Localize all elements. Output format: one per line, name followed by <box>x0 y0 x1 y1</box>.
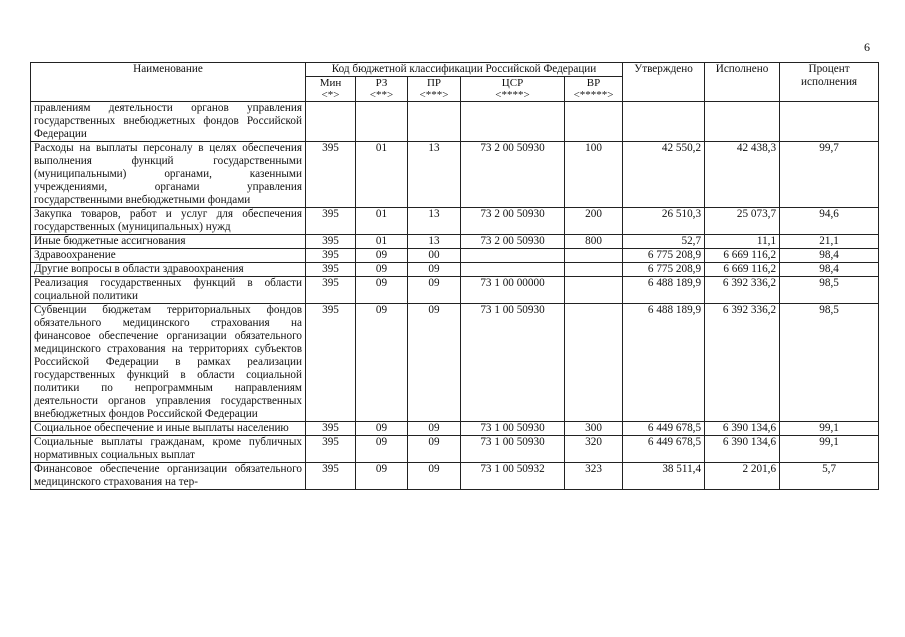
row-percent <box>780 102 879 142</box>
row-executed: 6 392 336,2 <box>705 304 780 422</box>
row-executed: 6 390 134,6 <box>705 436 780 463</box>
row-vr: 100 <box>565 142 623 208</box>
row-rz: 09 <box>356 304 408 422</box>
row-pr <box>408 102 461 142</box>
row-vr: 300 <box>565 422 623 436</box>
row-approved: 6 449 678,5 <box>623 422 705 436</box>
table-row <box>31 142 879 208</box>
row-name: Другие вопросы в области здравоохранения <box>31 263 306 277</box>
row-pr: 09 <box>408 277 461 304</box>
table-row <box>31 304 879 422</box>
row-percent: 99,7 <box>780 142 879 208</box>
row-rz: 01 <box>356 208 408 235</box>
header-executed: Исполнено <box>705 63 780 102</box>
row-name: Финансовое обеспечение организации обязательного медицинского страхования на тер- <box>31 463 306 490</box>
row-pr: 13 <box>408 142 461 208</box>
header-percent: Процент исполнения <box>780 63 879 102</box>
row-rz: 09 <box>356 277 408 304</box>
row-executed: 42 438,3 <box>705 142 780 208</box>
row-name: Реализация государственных функций в области социальной политики <box>31 277 306 304</box>
row-vr <box>565 277 623 304</box>
row-min: 395 <box>306 263 356 277</box>
row-rz: 09 <box>356 463 408 490</box>
row-min: 395 <box>306 304 356 422</box>
row-percent: 98,4 <box>780 249 879 263</box>
row-csr <box>461 102 565 142</box>
row-min: 395 <box>306 277 356 304</box>
row-csr: 73 2 00 50930 <box>461 142 565 208</box>
row-name: Социальное обеспечение и иные выплаты населению <box>31 422 306 436</box>
row-approved: 6 449 678,5 <box>623 436 705 463</box>
row-rz: 01 <box>356 142 408 208</box>
row-csr: 73 1 00 50932 <box>461 463 565 490</box>
row-min: 395 <box>306 463 356 490</box>
row-percent: 5,7 <box>780 463 879 490</box>
row-executed: 2 201,6 <box>705 463 780 490</box>
table-body <box>31 102 879 490</box>
row-approved: 6 488 189,9 <box>623 277 705 304</box>
header-pr: ПР <***> <box>408 77 461 102</box>
row-percent: 94,6 <box>780 208 879 235</box>
row-approved: 6 775 208,9 <box>623 263 705 277</box>
row-executed: 6 390 134,6 <box>705 422 780 436</box>
row-vr: 800 <box>565 235 623 249</box>
row-min: 395 <box>306 235 356 249</box>
row-approved: 26 510,3 <box>623 208 705 235</box>
row-executed <box>705 102 780 142</box>
row-name: Субвенции бюджетам территориальных фондов обязательного медицинского страхования на финансовое обеспечение организации обязательного медицинского страхования на территориях субъектов Российской Федерации в рамках реализации государственных функций в области социальной политики по непрограммным направлениям деятельности органов управления государственных внебюджетных фондов Российской Федерации <box>31 304 306 422</box>
row-executed: 25 073,7 <box>705 208 780 235</box>
row-vr <box>565 249 623 263</box>
header-csr: ЦСР <****> <box>461 77 565 102</box>
header-name: Наименование <box>31 63 306 102</box>
header-min: Мин <*> <box>306 77 356 102</box>
row-approved <box>623 102 705 142</box>
row-approved: 42 550,2 <box>623 142 705 208</box>
row-approved: 52,7 <box>623 235 705 249</box>
row-pr: 13 <box>408 208 461 235</box>
row-percent: 99,1 <box>780 422 879 436</box>
row-approved: 6 775 208,9 <box>623 249 705 263</box>
row-min: 395 <box>306 436 356 463</box>
row-vr: 200 <box>565 208 623 235</box>
header-rz: РЗ <**> <box>356 77 408 102</box>
row-percent: 98,4 <box>780 263 879 277</box>
table-row <box>31 263 879 277</box>
row-percent: 98,5 <box>780 277 879 304</box>
row-rz: 09 <box>356 249 408 263</box>
row-pr: 09 <box>408 436 461 463</box>
row-percent: 98,5 <box>780 304 879 422</box>
page-number: 6 <box>864 40 870 54</box>
row-min: 395 <box>306 142 356 208</box>
row-executed: 11,1 <box>705 235 780 249</box>
row-executed: 6 669 116,2 <box>705 263 780 277</box>
row-name: Закупка товаров, работ и услуг для обеспечения государственных (муниципальных) нужд <box>31 208 306 235</box>
row-min: 395 <box>306 208 356 235</box>
row-pr: 09 <box>408 463 461 490</box>
row-csr <box>461 249 565 263</box>
budget-table <box>30 62 879 490</box>
row-csr <box>461 263 565 277</box>
row-csr: 73 1 00 50930 <box>461 436 565 463</box>
row-pr: 09 <box>408 422 461 436</box>
row-vr: 323 <box>565 463 623 490</box>
row-vr: 320 <box>565 436 623 463</box>
header-approved: Утверждено <box>623 63 705 102</box>
table-row <box>31 249 879 263</box>
row-rz: 01 <box>356 235 408 249</box>
row-approved: 6 488 189,9 <box>623 304 705 422</box>
row-pr: 00 <box>408 249 461 263</box>
row-approved: 38 511,4 <box>623 463 705 490</box>
table-row <box>31 102 879 142</box>
header-code-group: Код бюджетной классификации Российской Федерации <box>306 63 623 77</box>
row-name: Расходы на выплаты персоналу в целях обеспечения выполнения функций государственными (муниципальными) органами, казенными учреждениями, органами управления государственными внебюджетными фондами <box>31 142 306 208</box>
row-pr: 09 <box>408 304 461 422</box>
row-csr: 73 2 00 50930 <box>461 208 565 235</box>
header-vr: ВР <*****> <box>565 77 623 102</box>
row-executed: 6 669 116,2 <box>705 249 780 263</box>
row-pr: 13 <box>408 235 461 249</box>
table-row <box>31 235 879 249</box>
row-rz: 09 <box>356 436 408 463</box>
table-row <box>31 436 879 463</box>
row-vr <box>565 263 623 277</box>
row-vr <box>565 304 623 422</box>
row-percent: 99,1 <box>780 436 879 463</box>
row-min <box>306 102 356 142</box>
table-row <box>31 422 879 436</box>
header-row <box>31 63 879 77</box>
row-csr: 73 1 00 50930 <box>461 422 565 436</box>
row-name: Здравоохранение <box>31 249 306 263</box>
row-name: Иные бюджетные ассигнования <box>31 235 306 249</box>
row-pr: 09 <box>408 263 461 277</box>
row-name: правлениям деятельности органов управления государственных внебюджетных фондов Российской Федерации <box>31 102 306 142</box>
row-csr: 73 2 00 50930 <box>461 235 565 249</box>
row-rz <box>356 102 408 142</box>
row-vr <box>565 102 623 142</box>
row-csr: 73 1 00 00000 <box>461 277 565 304</box>
row-min: 395 <box>306 249 356 263</box>
row-rz: 09 <box>356 422 408 436</box>
row-name: Социальные выплаты гражданам, кроме публичных нормативных социальных выплат <box>31 436 306 463</box>
row-executed: 6 392 336,2 <box>705 277 780 304</box>
table-row <box>31 208 879 235</box>
table-row <box>31 277 879 304</box>
row-percent: 21,1 <box>780 235 879 249</box>
row-min: 395 <box>306 422 356 436</box>
table-row <box>31 463 879 490</box>
row-rz: 09 <box>356 263 408 277</box>
row-csr: 73 1 00 50930 <box>461 304 565 422</box>
